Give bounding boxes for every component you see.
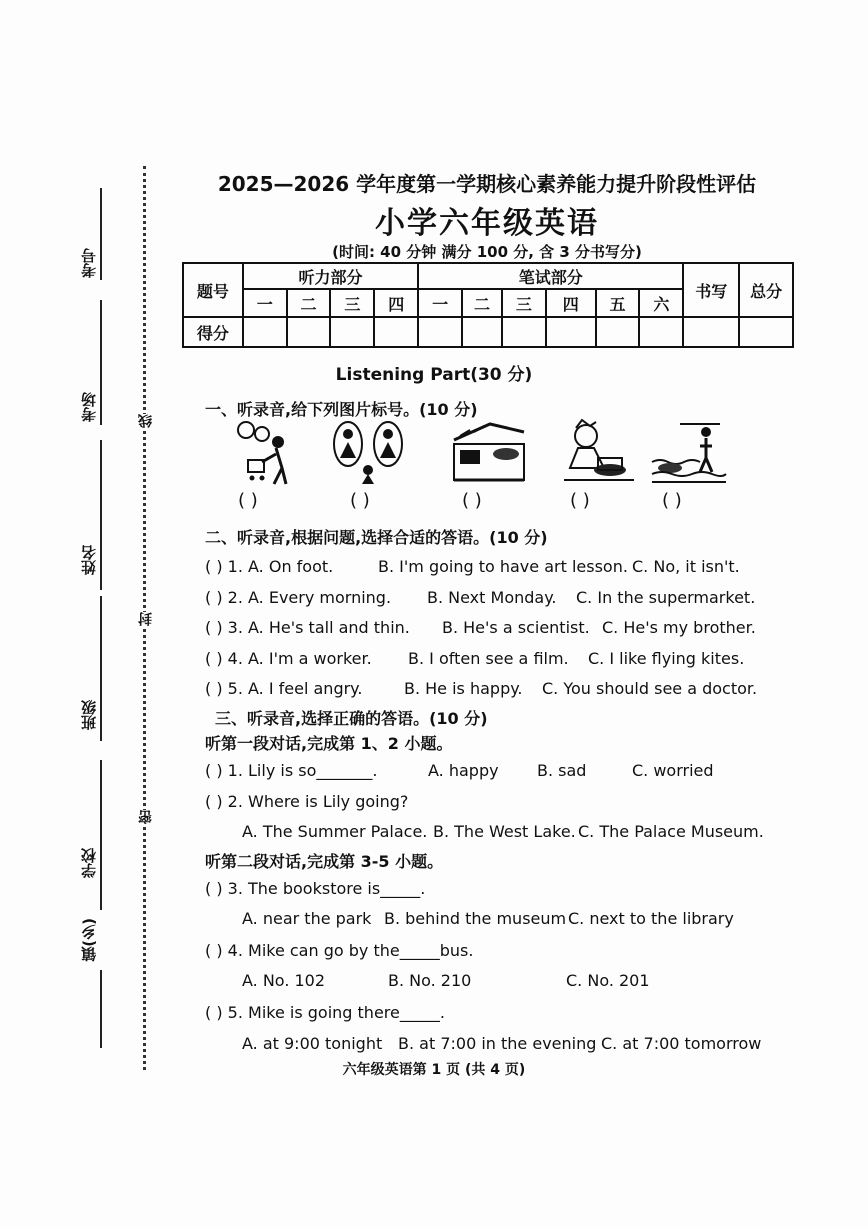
cell-l2: 二 (287, 289, 331, 317)
cell-w3: 三 (502, 289, 546, 317)
s2-q1-b: B. I'm going to have art lesson. (378, 557, 628, 576)
score-cell (639, 317, 683, 347)
s3-q5-c: C. at 7:00 tomorrow (601, 1034, 762, 1053)
score-cell (739, 317, 793, 347)
s2-q5-b: B. He is happy. (404, 679, 523, 698)
picture-blank-5[interactable]: ( ) (662, 490, 682, 511)
listening-part-title: Listening Part(30 分) (335, 365, 533, 385)
s3-q1-c: C. worried (632, 761, 714, 780)
cell-l1: 一 (243, 289, 287, 317)
s2-q4: ( ) 4. A. I'm a worker. (205, 649, 372, 668)
cell-listening: 听力部分 (243, 263, 418, 289)
page-footer: 六年级英语第 1 页 (共 4 页) (342, 1062, 526, 1078)
cell-w5: 五 (596, 289, 640, 317)
girl-cake-icon (560, 418, 638, 486)
section3-title: 三、听录音,选择正确的答语。(10 分) (215, 709, 488, 728)
exam-info: (时间: 40 分钟 满分 100 分, 含 3 分书写分) (332, 243, 642, 261)
s3-q3: ( ) 3. The bookstore is_____. (205, 879, 426, 898)
swimming-pool-icon (650, 418, 728, 486)
s3-q5-b: B. at 7:00 in the evening (398, 1034, 597, 1053)
score-cell (243, 317, 287, 347)
picture-blank-1[interactable]: ( ) (238, 490, 258, 511)
score-cell (502, 317, 546, 347)
score-cell (683, 317, 739, 347)
s3-q2-c: C. The Palace Museum. (578, 822, 764, 841)
cell-l3: 三 (330, 289, 374, 317)
s2-q1-c: C. No, it isn't. (632, 557, 740, 576)
label-zhen: 镇(乡) (80, 918, 98, 962)
cell-w6: 六 (639, 289, 683, 317)
cell-tihao: 题号 (183, 263, 243, 317)
dialogue1-instruction: 听第一段对话,完成第 1、2 小题。 (205, 734, 453, 753)
binding-line-zhen (100, 970, 102, 1048)
s2-q2-b: B. Next Monday. (427, 588, 557, 607)
s2-q4-b: B. I often see a film. (408, 649, 569, 668)
label-kaochang: 考场 (80, 392, 98, 422)
shopping-cart-icon (232, 418, 310, 486)
s2-q2: ( ) 2. A. Every morning. (205, 588, 392, 607)
picture-blank-3[interactable]: ( ) (462, 490, 482, 511)
exam-subtitle: 小学六年级英语 (375, 206, 599, 241)
picture-blank-4[interactable]: ( ) (570, 490, 590, 511)
cell-writing: 书写 (683, 263, 739, 317)
score-table (182, 262, 794, 348)
s3-q3-a: A. near the park (242, 909, 372, 928)
s3-q3-b: B. behind the museum (384, 909, 567, 928)
cell-written: 笔试部分 (418, 263, 683, 289)
s2-q3-c: C. He's my brother. (602, 618, 756, 637)
s3-q3-c: C. next to the library (568, 909, 734, 928)
seal-char-feng: 封 (138, 612, 154, 626)
score-cell (330, 317, 374, 347)
s2-q4-c: C. I like flying kites. (588, 649, 745, 668)
cell-defen: 得分 (183, 317, 243, 347)
section1-title: 一、听录音,给下列图片标号。(10 分) (205, 400, 478, 419)
score-cell (596, 317, 640, 347)
label-xingming: 姓名 (80, 545, 98, 575)
score-cell (418, 317, 462, 347)
score-cell (546, 317, 596, 347)
s3-q4-c: C. No. 201 (566, 971, 650, 990)
cell-w4: 四 (546, 289, 596, 317)
dialogue2-instruction: 听第二段对话,完成第 3-5 小题。 (205, 852, 444, 871)
score-cell (462, 317, 502, 347)
cell-total: 总分 (739, 263, 793, 317)
label-xuexiao: 学校 (80, 848, 98, 878)
seal-char-xian: 线 (138, 414, 154, 428)
binding-line-xuexiao (100, 760, 102, 910)
s3-q5-a: A. at 9:00 tonight (242, 1034, 383, 1053)
s3-q5: ( ) 5. Mike is going there_____. (205, 1003, 445, 1022)
cell-l4: 四 (374, 289, 418, 317)
label-kaohao: 考号 (80, 248, 98, 278)
s3-q2-a: A. The Summer Palace. (242, 822, 428, 841)
s3-q1-b: B. sad (537, 761, 587, 780)
picture-blank-2[interactable]: ( ) (350, 490, 370, 511)
s3-q1: ( ) 1. Lily is so_______. (205, 761, 378, 780)
s2-q1: ( ) 1. A. On foot. (205, 557, 334, 576)
s2-q5: ( ) 5. A. I feel angry. (205, 679, 363, 698)
s3-q4: ( ) 4. Mike can go by the_____bus. (205, 941, 474, 960)
kids-talking-icon (330, 418, 408, 486)
s3-q2-b: B. The West Lake. (433, 822, 576, 841)
exam-title: 2025—2026 学年度第一学期核心素养能力提升阶段性评估 (217, 172, 757, 196)
label-banji: 班级 (80, 700, 98, 730)
section2-title: 二、听录音,根据问题,选择合适的答语。(10 分) (205, 528, 548, 547)
score-cell (374, 317, 418, 347)
stove-cooking-icon (450, 418, 528, 486)
s3-q4-b: B. No. 210 (388, 971, 472, 990)
s2-q3: ( ) 3. A. He's tall and thin. (205, 618, 410, 637)
s2-q2-c: C. In the supermarket. (576, 588, 756, 607)
s3-q2: ( ) 2. Where is Lily going? (205, 792, 409, 811)
score-cell (287, 317, 331, 347)
s3-q1-a: A. happy (428, 761, 499, 780)
cell-w2: 二 (462, 289, 502, 317)
seal-char-mi: 密 (138, 810, 154, 824)
s2-q5-c: C. You should see a doctor. (542, 679, 758, 698)
s3-q4-a: A. No. 102 (242, 971, 326, 990)
cell-w1: 一 (418, 289, 462, 317)
s2-q3-b: B. He's a scientist. (442, 618, 590, 637)
